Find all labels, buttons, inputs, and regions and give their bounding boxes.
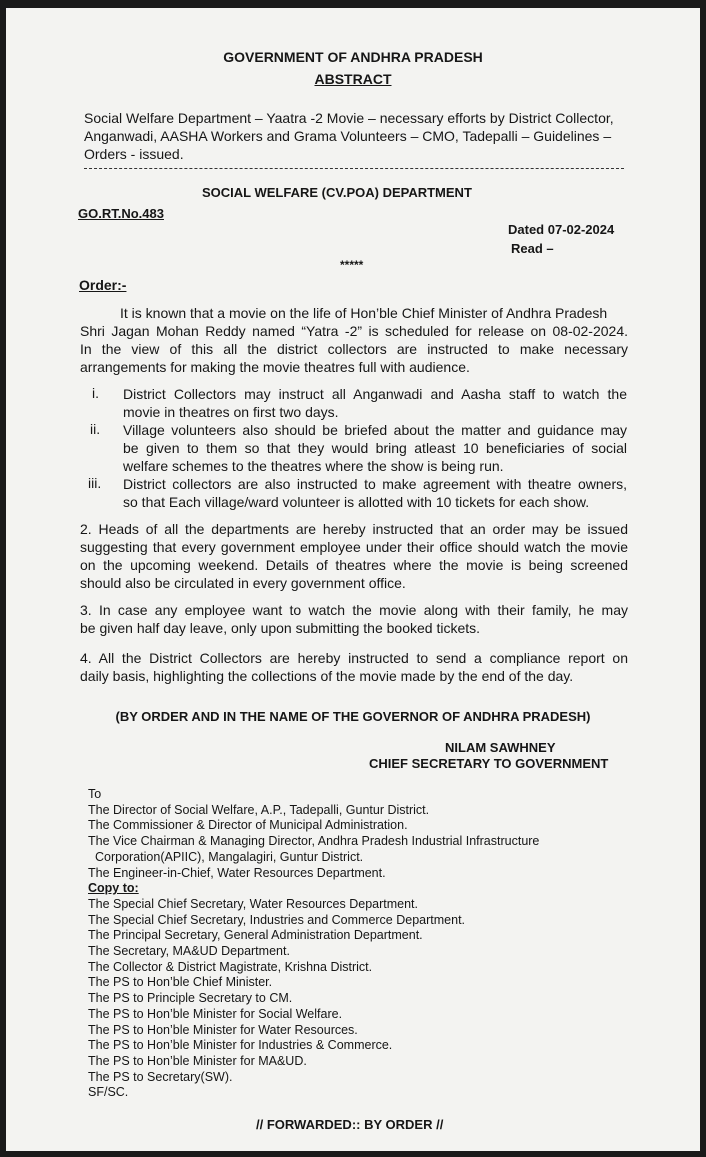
list-item-line: Village volunteers also should be briefed about the matter and guidance may <box>123 422 627 438</box>
copy-line: The Principal Secretary, General Administration Department. <box>88 928 423 943</box>
go-number: GO.RT.No.483 <box>78 206 164 221</box>
paragraph-2 <box>80 520 628 592</box>
to-block <box>88 787 539 1101</box>
copy-line: The Secretary, MA&UD Department. <box>88 944 290 959</box>
list-item <box>123 421 627 475</box>
copy-line: The PS to Hon’ble Minister for Industries & Commerce. <box>88 1038 393 1053</box>
copy-line: The PS to Hon’ble Minister for Social Welfare. <box>88 1006 343 1021</box>
copy-line: The PS to Secretary(SW). <box>88 1069 233 1084</box>
copy-line: SF/SC. <box>88 1085 129 1100</box>
copy-line: The Special Chief Secretary, Industries and Commerce Department. <box>88 912 466 927</box>
paragraph-line: 3. In case any employee want to watch the movie along with their family, he may <box>80 602 628 618</box>
copy-line: The PS to Hon’ble Chief Minister. <box>88 975 273 990</box>
paragraph-line: It is known that a movie on the life of Hon’ble Chief Minister of Andhra Pradesh <box>120 305 608 321</box>
department-title: SOCIAL WELFARE (CV.POA) DEPARTMENT <box>202 185 472 200</box>
list-item-number: i. <box>92 385 99 401</box>
paragraph-line: on the upcoming weekend. Details of theatres where the movie is being screened <box>80 557 628 573</box>
list-item-number: ii. <box>90 421 101 437</box>
list-item-line: District collectors are also instructed to make agreement with theatre owners, <box>123 476 627 492</box>
signatory-name: NILAM SAWHNEY <box>445 740 556 755</box>
list-item-line: so that Each village/ward volunteer is allotted with 10 tickets for each show. <box>123 494 590 510</box>
order-heading: Order:- <box>79 277 127 293</box>
paragraph-line: In the view of this all the district collectors are instructed to make necessary <box>80 341 628 357</box>
address-line: The Commissioner & Director of Municipal Administration. <box>88 818 408 833</box>
paragraph-3 <box>80 601 628 637</box>
copy-line: The PS to Principle Secretary to CM. <box>88 991 293 1006</box>
read-label: Read – <box>511 241 554 256</box>
list-item-line: movie in theatres on first two days. <box>123 404 339 420</box>
copy-line: The Special Chief Secretary, Water Resources Department. <box>88 896 418 911</box>
address-line: The Engineer-in-Chief, Water Resources Department. <box>88 865 386 880</box>
paragraph-line: arrangements for making the movie theatres full with audience. <box>80 359 470 375</box>
paragraph-line: suggesting that every government employee under their office should watch the movie <box>80 539 628 555</box>
paragraph-line: daily basis, highlighting the collections of the movie made by the end of the day. <box>80 668 574 684</box>
copy-to-label: Copy to: <box>88 881 139 896</box>
list-item-line: be given to them so that they would bring atleast 10 beneficiaries of social <box>123 440 627 456</box>
forwarded-line: // FORWARDED:: BY ORDER // <box>256 1117 444 1132</box>
abstract-label: ABSTRACT <box>314 71 392 87</box>
paragraph-1 <box>80 304 628 376</box>
list-item-number: iii. <box>88 475 102 491</box>
copy-line: The PS to Hon’ble Minister for Water Resources. <box>88 1022 358 1037</box>
paragraph-4 <box>80 649 628 685</box>
subject-line: Social Welfare Department – Yaatra -2 Movie – necessary efforts by District Collector, <box>84 110 614 126</box>
stars-separator: ***** <box>340 258 364 272</box>
paragraph-line: be given half day leave, only upon submitting the booked tickets. <box>80 620 481 636</box>
copy-line: The Collector & District Magistrate, Krishna District. <box>88 959 373 974</box>
abstract-heading <box>6 71 700 87</box>
paragraph-line: 2. Heads of all the departments are hereby instructed that an order may be issued <box>80 521 628 537</box>
subject-block <box>84 109 630 163</box>
copy-line: The PS to Hon’ble Minister for MA&UD. <box>88 1053 307 1068</box>
to-label: To <box>88 787 102 801</box>
subject-line: Anganwadi, AASHA Workers and Grama Volunteers – CMO, Tadepalli – Guidelines – <box>84 128 612 144</box>
paragraph-line: should also be circulated in every government office. <box>80 575 406 591</box>
address-line: The Director of Social Welfare, A.P., Tadepalli, Guntur District. <box>88 802 430 817</box>
separator-dashed-line <box>84 168 624 169</box>
paragraph-line: 4. All the District Collectors are hereby instructed to send a compliance report on <box>80 650 628 666</box>
government-title: GOVERNMENT OF ANDHRA PRADESH <box>223 49 483 65</box>
dated-label: Dated 07-02-2024 <box>508 222 615 237</box>
list-item-line: District Collectors may instruct all Anganwadi and Aasha staff to watch the <box>123 386 627 402</box>
governor-order-line: (BY ORDER AND IN THE NAME OF THE GOVERNOR OF ANDHRA PRADESH) <box>115 709 591 724</box>
document-page <box>6 8 700 1151</box>
address-line: Corporation(APIIC), Mangalagiri, Guntur District. <box>95 849 364 864</box>
paragraph-line: Shri Jagan Mohan Reddy named “Yatra -2” is scheduled for release on 08-02-2024. <box>80 323 628 339</box>
list-item-line: welfare schemes to the theatres where the show is being run. <box>123 458 504 474</box>
list-item <box>123 475 627 511</box>
list-item <box>123 385 627 421</box>
subject-line: Orders - issued. <box>84 146 184 162</box>
address-line: The Vice Chairman & Managing Director, Andhra Pradesh Industrial Infrastructure <box>88 834 540 849</box>
signatory-title: CHIEF SECRETARY TO GOVERNMENT <box>369 756 609 771</box>
